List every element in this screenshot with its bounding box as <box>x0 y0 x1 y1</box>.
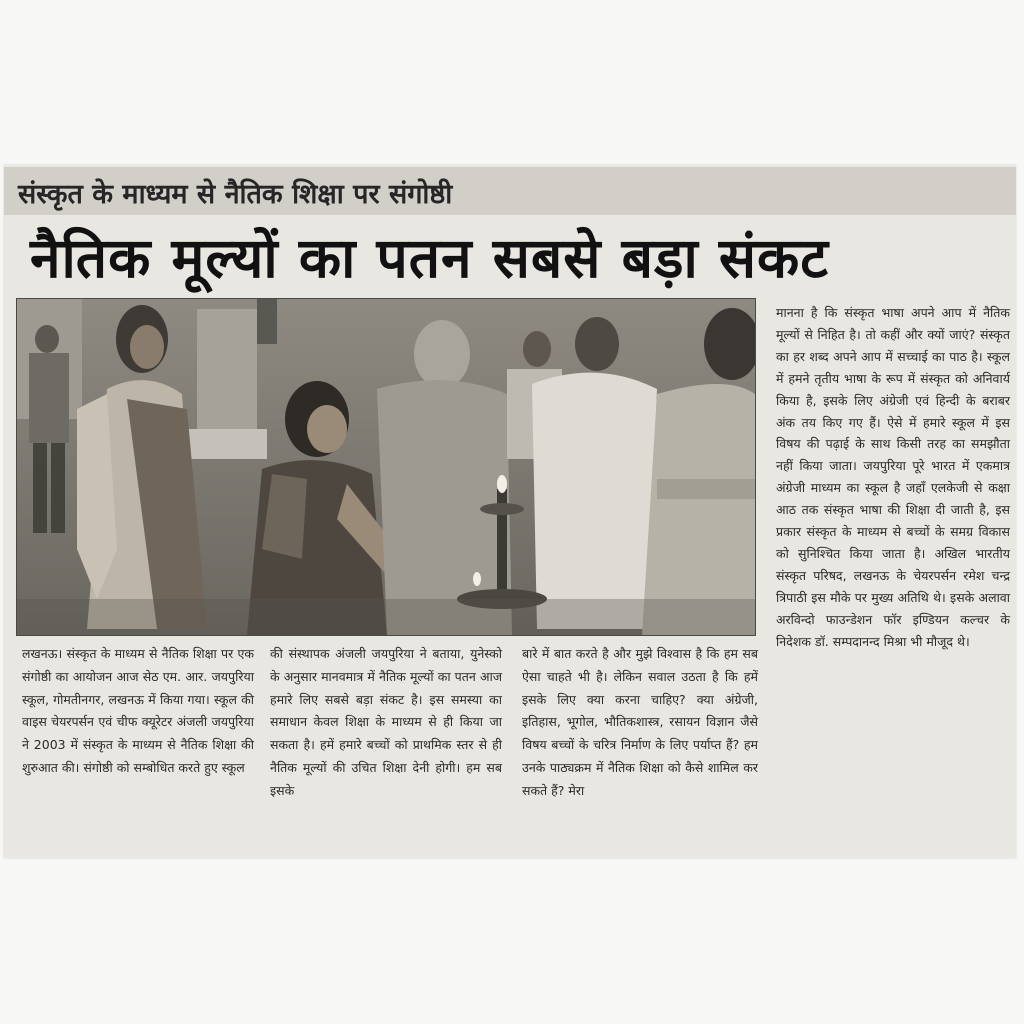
article-column-2: की संस्थापक अंजली जयपुरिया ने बताया, युनेस्को के अनुसार मानवमात्र में नैतिक मूल्यों का पतन आज हमारे लिए सबसे बड़ा संकट है। इस समस्या का समाधान केवल शिक्षा के माध्यम से ही किया जा सकता है। हमें हमारे बच्चों को प्राथमिक स्तर से ही नैतिक मूल्यों की उचित शिक्षा देनी होगी। हम सब इसके <box>270 646 502 798</box>
main-headline: नैतिक मूल्यों का पतन सबसे बड़ा संकट <box>30 226 829 290</box>
kicker-headline: संस्कृत के माध्यम से नैतिक शिक्षा पर संगोष्ठी <box>18 179 453 210</box>
article-column-3: बारे में बात करते है और मुझे विश्वास है कि हम सब ऐसा चाहते भी है। लेकिन सवाल उठता है कि हमें इसके लिए क्या करना चाहिए? क्या अंग्रेजी, इतिहास, भूगोल, भौतिकशास्त्र, रसायन विज्ञान जैसे विषय बच्चों के चरित्र निर्माण के लिए पर्याप्त हैं? हम उनके पाठ्यक्रम में नैतिक शिक्षा को कैसे शामिल कर सकते हैं? मेरा <box>522 646 758 798</box>
photo-lamp-lighting-ceremony <box>17 299 755 635</box>
newspaper-clipping <box>4 165 1016 858</box>
news-photo <box>16 298 756 636</box>
article-column-4: मानना है कि संस्कृत भाषा अपने आप में नैतिक मूल्यों से निहित है। तो कहीं और क्यों जाएं? संस्कृत का हर शब्द अपने आप में सच्चाई का पाठ है। स्कूल में हमने तृतीय भाषा के रूप में संस्कृत को अनिवार्य किया है, इसके लिए अंग्रेजी एवं हिन्दी के बराबर अंक तय किए गए हैं। ऐसे में हमारे स्कूल में इस विषय की पढ़ाई के साथ किसी तरह का समझौता नहीं किया जाता। जयपुरिया पूरे भारत में एकमात्र अंग्रेजी माध्यम का स्कूल है जहाँ एलकेजी से कक्षा आठ तक संस्कृत भाषा की शिक्षा दी जाती है, इस प्रकार संस्कृत के माध्यम से बच्चों के समग्र विकास को सुनिश्चित किया जाता है। अखिल भारतीय संस्कृत परिषद, लखनऊ के चेयरपर्सन रमेश चन्द्र त्रिपाठी इस मौके पर मुख्य अतिथि थे। इसके अलावा अरविन्दो फाउन्डेशन फॉर इण्डियन कल्चर के निदेशक डॉ. सम्पदानन्द मिश्रा भी मौजूद थे। <box>776 305 1010 649</box>
article-column-1: लखनऊ। संस्कृत के माध्यम से नैतिक शिक्षा पर एक संगोष्ठी का आयोजन आज सेठ एम. आर. जयपुरिया स्कूल, गोमतीनगर, लखनऊ में किया गया। स्कूल की वाइस चेयरपर्सन एवं चीफ क्यूरेटर अंजली जयपुरिया ने 2003 में संस्कृत के माध्यम से नैतिक शिक्षा की शुरुआत की। संगोष्ठी को सम्बोधित करते हुए स्कूल <box>22 646 254 775</box>
kicker-band <box>4 167 1016 215</box>
